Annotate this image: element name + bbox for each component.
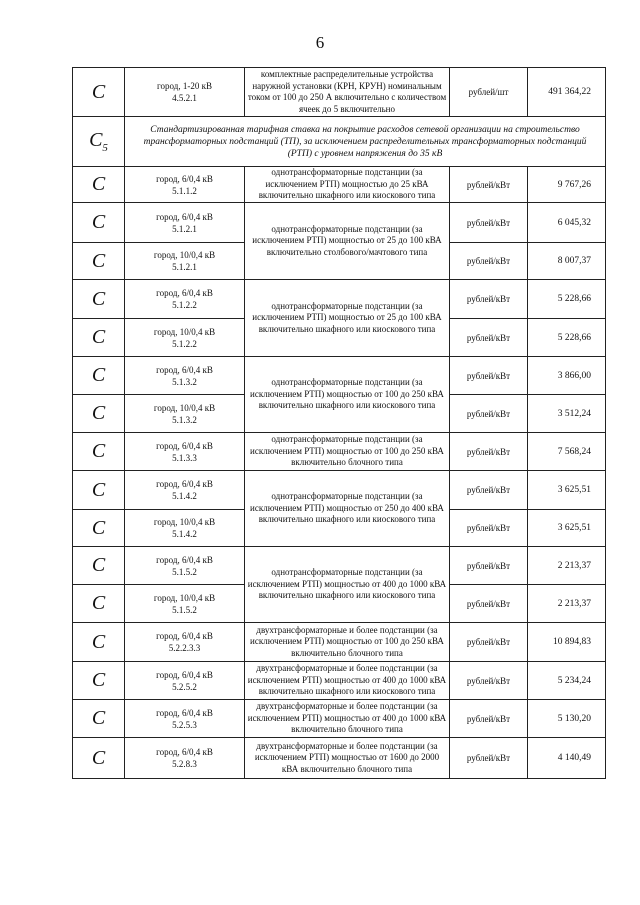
location-cell (125, 510, 245, 547)
description-cell: однотрансформаторные подстанции (за исключением РТП) мощностью от 25 до 100 кВА включительно шкафного или киоскового типа (245, 280, 450, 357)
unit-cell: рублей/кВт (450, 167, 528, 203)
item-code: 5.1.5.2 (172, 566, 197, 577)
value-cell: 5 130,20 (528, 700, 606, 738)
description-cell: однотрансформаторные подстанции (за исключением РТП) мощностью до 25 кВА включительно шкафного или киоскового типа (245, 167, 450, 203)
value-cell: 5 234,24 (528, 662, 606, 700)
location-cell (125, 243, 245, 280)
unit-cell: рублей/кВт (450, 280, 528, 319)
location-voltage: город, 6/0,4 кВ (156, 288, 213, 298)
tariff-symbol: C (73, 585, 125, 623)
item-code: 5.1.3.2 (172, 414, 197, 425)
tariff-symbol: C (73, 167, 125, 203)
unit-cell: рублей/кВт (450, 319, 528, 357)
unit-cell: рублей/кВт (450, 395, 528, 433)
unit-cell: рублей/кВт (450, 662, 528, 700)
item-code: 5.2.5.3 (172, 719, 197, 730)
tariff-symbol: C (73, 471, 125, 510)
value-cell: 6 045,32 (528, 203, 606, 243)
value-cell: 3 866,00 (528, 357, 606, 395)
location-cell (125, 68, 245, 117)
location-voltage: город, 6/0,4 кВ (156, 364, 213, 375)
location-voltage: город, 1-20 кВ (157, 81, 212, 91)
tariff-symbol: C (73, 547, 125, 585)
tariff-table (72, 67, 606, 779)
tariff-symbol: C (73, 243, 125, 280)
location-voltage: город, 6/0,4 кВ (156, 631, 213, 641)
tariff-symbol: C (73, 203, 125, 243)
unit-cell: рублей/кВт (450, 433, 528, 471)
value-cell: 3 625,51 (528, 510, 606, 547)
item-code: 5.1.3.3 (172, 452, 197, 463)
location-voltage: город, 6/0,4 кВ (156, 479, 213, 489)
location-voltage: город, 6/0,4 кВ (156, 554, 213, 565)
location-voltage: город, 6/0,4 кВ (156, 669, 213, 680)
location-voltage: город, 6/0,4 кВ (156, 173, 213, 184)
table-row (73, 68, 606, 117)
location-cell (125, 167, 245, 203)
location-voltage: город, 10/0,4 кВ (153, 326, 216, 337)
section-title: Стандартизированная тарифная ставка на покрытие расходов сетевой организации на строительство трансформаторных подстанций (ТП), за исключением распределительных трансформаторных подстанций (РТП) с уровнем напряжения до 35 кВ (125, 117, 606, 167)
value-cell: 8 007,37 (528, 243, 606, 280)
location-cell (125, 623, 245, 662)
item-code: 5.2.8.3 (172, 759, 197, 769)
item-code: 5.2.5.2 (172, 681, 197, 692)
description-cell: однотрансформаторные подстанции (за исключением РТП) мощностью от 400 до 1000 кВА включительно шкафного или киоскового типа (245, 547, 450, 623)
location-voltage: город, 6/0,4 кВ (156, 747, 213, 757)
value-cell: 2 213,37 (528, 547, 606, 585)
value-cell: 2 213,37 (528, 585, 606, 623)
description-cell: однотрансформаторные подстанции (за исключением РТП) мощностью от 100 до 250 кВА включительно блочного типа (245, 433, 450, 471)
description-cell: двухтрансформаторные и более подстанции (за исключением РТП) мощностью от 1600 до 2000 кВА включительно блочного типа (245, 738, 450, 779)
table-row (73, 357, 606, 395)
tariff-symbol: C (73, 395, 125, 433)
location-cell (125, 395, 245, 433)
unit-cell: рублей/кВт (450, 547, 528, 585)
location-cell (125, 471, 245, 510)
value-cell: 7 568,24 (528, 433, 606, 471)
location-cell (125, 203, 245, 243)
item-code: 5.1.2.2 (172, 338, 197, 349)
location-cell (125, 585, 245, 623)
tariff-symbol: C (73, 433, 125, 471)
value-cell: 3 625,51 (528, 471, 606, 510)
location-voltage: город, 6/0,4 кВ (156, 211, 213, 222)
value-cell: 5 228,66 (528, 280, 606, 319)
table-row (73, 203, 606, 243)
table-row (73, 167, 606, 203)
description-cell: однотрансформаторные подстанции (за исключением РТП) мощностью от 250 до 400 кВА включительно шкафного или киоскового типа (245, 471, 450, 547)
location-cell (125, 738, 245, 779)
table-row (73, 738, 606, 779)
page-number: 6 (315, 33, 325, 52)
tariff-symbol: C (73, 623, 125, 662)
tariff-symbol: C (73, 738, 125, 779)
tariff-symbol: C (73, 662, 125, 700)
value-cell: 10 894,83 (528, 623, 606, 662)
value-cell: 5 228,66 (528, 319, 606, 357)
tariff-symbol: C (73, 319, 125, 357)
section-symbol-subscript: 5 (102, 142, 108, 154)
item-code: 5.2.2.3.3 (168, 643, 201, 653)
table-row (73, 433, 606, 471)
tariff-symbol: C (73, 510, 125, 547)
unit-cell: рублей/кВт (450, 471, 528, 510)
location-voltage: город, 6/0,4 кВ (156, 440, 213, 451)
tariff-symbol: C (73, 280, 125, 319)
location-cell (125, 357, 245, 395)
section-symbol (73, 117, 125, 167)
item-code: 5.1.4.2 (172, 491, 197, 501)
item-code: 5.1.5.2 (172, 604, 197, 615)
description-cell: двухтрансформаторные и более подстанции (за исключением РТП) мощностью от 400 до 1000 кВА включительно блочного типа (245, 700, 450, 738)
table-row (73, 280, 606, 319)
location-cell (125, 280, 245, 319)
item-code: 4.5.2.1 (172, 93, 197, 103)
table-row (73, 547, 606, 585)
value-cell: 3 512,24 (528, 395, 606, 433)
section-symbol-letter: C (89, 129, 103, 151)
unit-cell: рублей/кВт (450, 510, 528, 547)
tariff-symbol: C (73, 68, 125, 117)
location-cell (125, 547, 245, 585)
location-voltage: город, 10/0,4 кВ (153, 592, 216, 603)
section-header-row (73, 117, 606, 167)
table-row (73, 700, 606, 738)
item-code: 5.1.4.2 (172, 529, 197, 539)
item-code: 5.1.3.2 (172, 376, 197, 387)
item-code: 5.1.2.1 (172, 223, 197, 234)
description-cell: комплектные распределительные устройства наружной установки (КРН, КРУН) номинальным током от 100 до 250 А включительно с количеством ячеек до 5 включительно (245, 68, 450, 117)
value-cell: 4 140,49 (528, 738, 606, 779)
location-cell (125, 662, 245, 700)
value-cell: 491 364,22 (528, 68, 606, 117)
location-voltage: город, 10/0,4 кВ (153, 402, 216, 413)
description-cell: однотрансформаторные подстанции (за исключением РТП) мощностью от 100 до 250 кВА включительно шкафного или киоскового типа (245, 357, 450, 433)
value-cell: 9 767,26 (528, 167, 606, 203)
table-row (73, 471, 606, 510)
location-voltage: город, 10/0,4 кВ (153, 517, 216, 527)
location-voltage: город, 6/0,4 кВ (156, 707, 213, 718)
unit-cell: рублей/кВт (450, 738, 528, 779)
tariff-symbol: C (73, 357, 125, 395)
unit-cell: рублей/кВт (450, 357, 528, 395)
description-cell: двухтрансформаторные и более подстанции (за исключением РТП) мощностью от 100 до 250 кВА включительно блочного типа (245, 623, 450, 662)
item-code: 5.1.2.2 (172, 300, 197, 310)
unit-cell: рублей/кВт (450, 700, 528, 738)
unit-cell: рублей/кВт (450, 203, 528, 243)
unit-cell: рублей/шт (450, 68, 528, 117)
location-cell (125, 433, 245, 471)
unit-cell: рублей/кВт (450, 623, 528, 662)
location-cell (125, 319, 245, 357)
table-row (73, 662, 606, 700)
table-row (73, 623, 606, 662)
unit-cell: рублей/кВт (450, 585, 528, 623)
description-cell: однотрансформаторные подстанции (за исключением РТП) мощностью от 25 до 100 кВА включительно столбового/мачтового типа (245, 203, 450, 280)
location-cell (125, 700, 245, 738)
item-code: 5.1.2.1 (172, 262, 197, 272)
location-voltage: город, 10/0,4 кВ (153, 250, 216, 260)
item-code: 5.1.1.2 (172, 185, 197, 196)
tariff-symbol: C (73, 700, 125, 738)
unit-cell: рублей/кВт (450, 243, 528, 280)
description-cell: двухтрансформаторные и более подстанции (за исключением РТП) мощностью от 400 до 1000 кВА включительно шкафного или киоскового типа (245, 662, 450, 700)
